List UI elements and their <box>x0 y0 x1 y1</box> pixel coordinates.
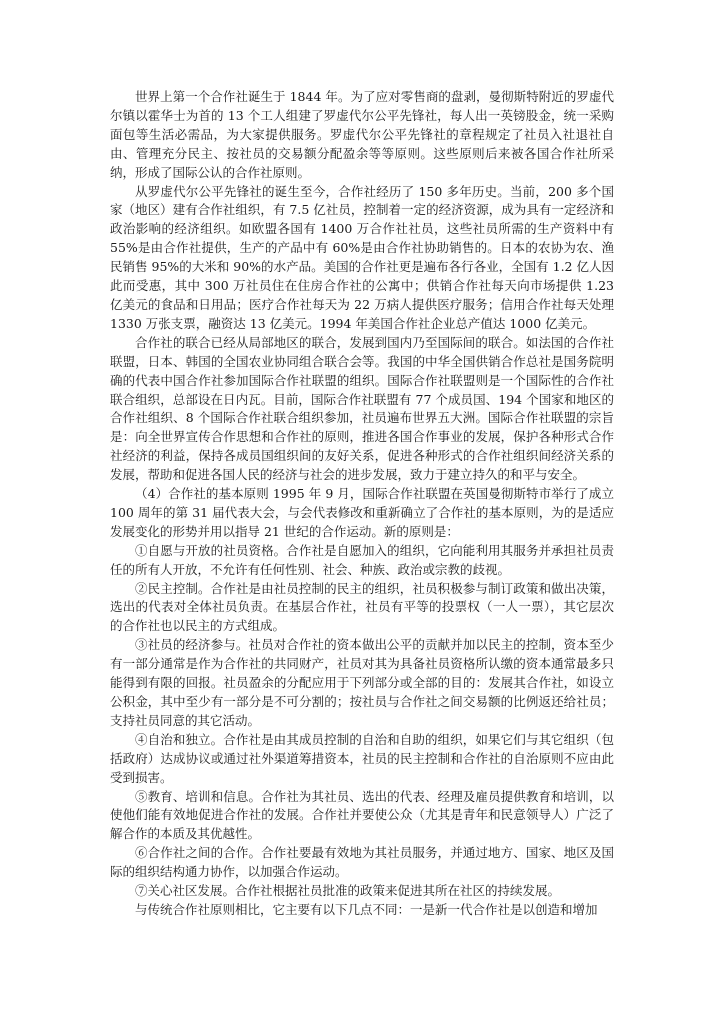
principle-item-3: ③社员的经济参与。社员对合作社的资本做出公平的贡献并加以民主的控制，资本至少有一部分通常是作为合作社的共同财产，社员对其为具备社员资格所认缴的资本通常最多只能得到有限的回报。社员盈余的分配应用于下列部分或全部的目的：发展其合作社，如设立公积金，其中至少有一部分是不可分割的；按社员与合作社之间交易额的比例返还给社员；支持社员同意的其它活动。 <box>110 637 614 728</box>
paragraph-cooperative-federation: 合作社的联合已经从局部地区的联合，发展到国内乃至国际间的联合。如法国的合作社联盟，日本、韩国的全国农业协同组合联合会等。我国的中华全国供销合作总社是国务院明确的代表中国合作社参加国际合作社联盟的组织。国际合作社联盟则是一个国际性的合作社联合组织，总部设在日内瓦。目前，国际合作社联盟有 77 个成员国、194 个国家和地区的合作社组织、8 个国际合作社联合组织参加，社员遍布世界五大洲。国际合作社联盟的宗旨是：向全世界宣传合作思想和合作社的原则，推进各国合作事业的发展，保护各种形式合作社经济的利益，保持各成员国组织间的友好关系，促进各种形式的合作社组织间经济关系的发展，帮助和促进各国人民的经济与社会的进步发展，致力于建立持久的和平与安全。 <box>110 334 614 483</box>
principle-item-6: ⑥合作社之间的合作。合作社要最有效地为其社员服务，并通过地方、国家、地区及国际的组织结构通力协作，以加强合作运动。 <box>110 845 614 880</box>
paragraph-basic-principles-heading: （4）合作社的基本原则 1995 年 9 月，国际合作社联盟在英国曼彻斯特市举行了成立 100 周年的第 31 届代表大会，与会代表修改和重新确立了合作社的基本原则，为的是适应发展变化的形势并用以指导 21 世纪的合作运动。新的原则是： <box>110 486 614 539</box>
paragraph-comparison: 与传统合作社原则相比，它主要有以下几点不同：一是新一代合作社是以创造和增加 <box>135 901 598 917</box>
paragraph-cooperative-history: 从罗虚代尔公平先锋社的诞生至今，合作社经历了 150 多年历史。当前，200 多个国家（地区）建有合作社组织，有 7.5 亿社员，控制着一定的经济资源，成为具有一定经济和政治影响的经济组织。如欧盟各国有 1400 万合作社社员，这些社员所需的生产资料中有 55%是由合作社提供，生产的产品中有 60%是由合作社协助销售的。日本的农协为农、渔民销售 95%的大米和 90%的水产品。美国的合作社更是遍布各行各业，全国有 1.2 亿人因此而受惠，其中 300 万社员住在住房合作社的公寓中；供销合作社每天向市场提供 1.23 亿美元的食品和日用品；医疗合作社每天为 22 万病人提供医疗服务；信用合作社每天处理 1330 万张支票，融资达 13 亿美元。1994 年美国合作社企业总产值达 1000 亿美元。 <box>110 183 614 331</box>
principle-item-5: ⑤教育、培训和信息。合作社为其社员、选出的代表、经理及雇员提供教育和培训，以使他们能有效地促进合作社的发展。合作社并要使公众（尤其是青年和民意领导人）广泛了解合作的本质及其优越性。 <box>110 788 614 842</box>
document-page <box>110 88 614 920</box>
principle-item-4: ④自治和独立。合作社是由其成员控制的自治和自助的组织，如果它们与其它组织（包括政府）达成协议或通过社外渠道筹措资本，社员的民主控制和合作社的自治原则不应由此受到损害。 <box>110 731 614 785</box>
principle-item-7: ⑦关心社区发展。合作社根据社员批准的政策来促进其所在社区的持续发展。 <box>135 883 561 899</box>
principle-item-1: ①自愿与开放的社员资格。合作社是自愿加入的组织，它向能利用其服务并承担社员责任的所有人开放，不允许有任何性别、社会、种族、政治或宗教的歧视。 <box>110 542 614 577</box>
paragraph-rochdale-origin: 世界上第一个合作社诞生于 1844 年。为了应对零售商的盘剥，曼彻斯特附近的罗虚代尔镇以霍华士为首的 13 个工人组建了罗虚代尔公平先锋社，每人出一英镑股金，统一采购面包等生活必需品，为大家提供服务。罗虚代尔公平先锋社的章程规定了社员入社退社自由、管理充分民主、按社员的交易额分配盈余等等原则。这些原则后来被各国合作社所采纳，形成了国际公认的合作社原则。 <box>110 89 614 180</box>
principle-item-2: ②民主控制。合作社是由社员控制的民主的组织，社员积极参与制订政策和做出决策，选出的代表对全体社员负责。在基层合作社，社员有平等的投票权（一人一票），其它层次的合作社也以民主的方式组成。 <box>110 580 614 634</box>
